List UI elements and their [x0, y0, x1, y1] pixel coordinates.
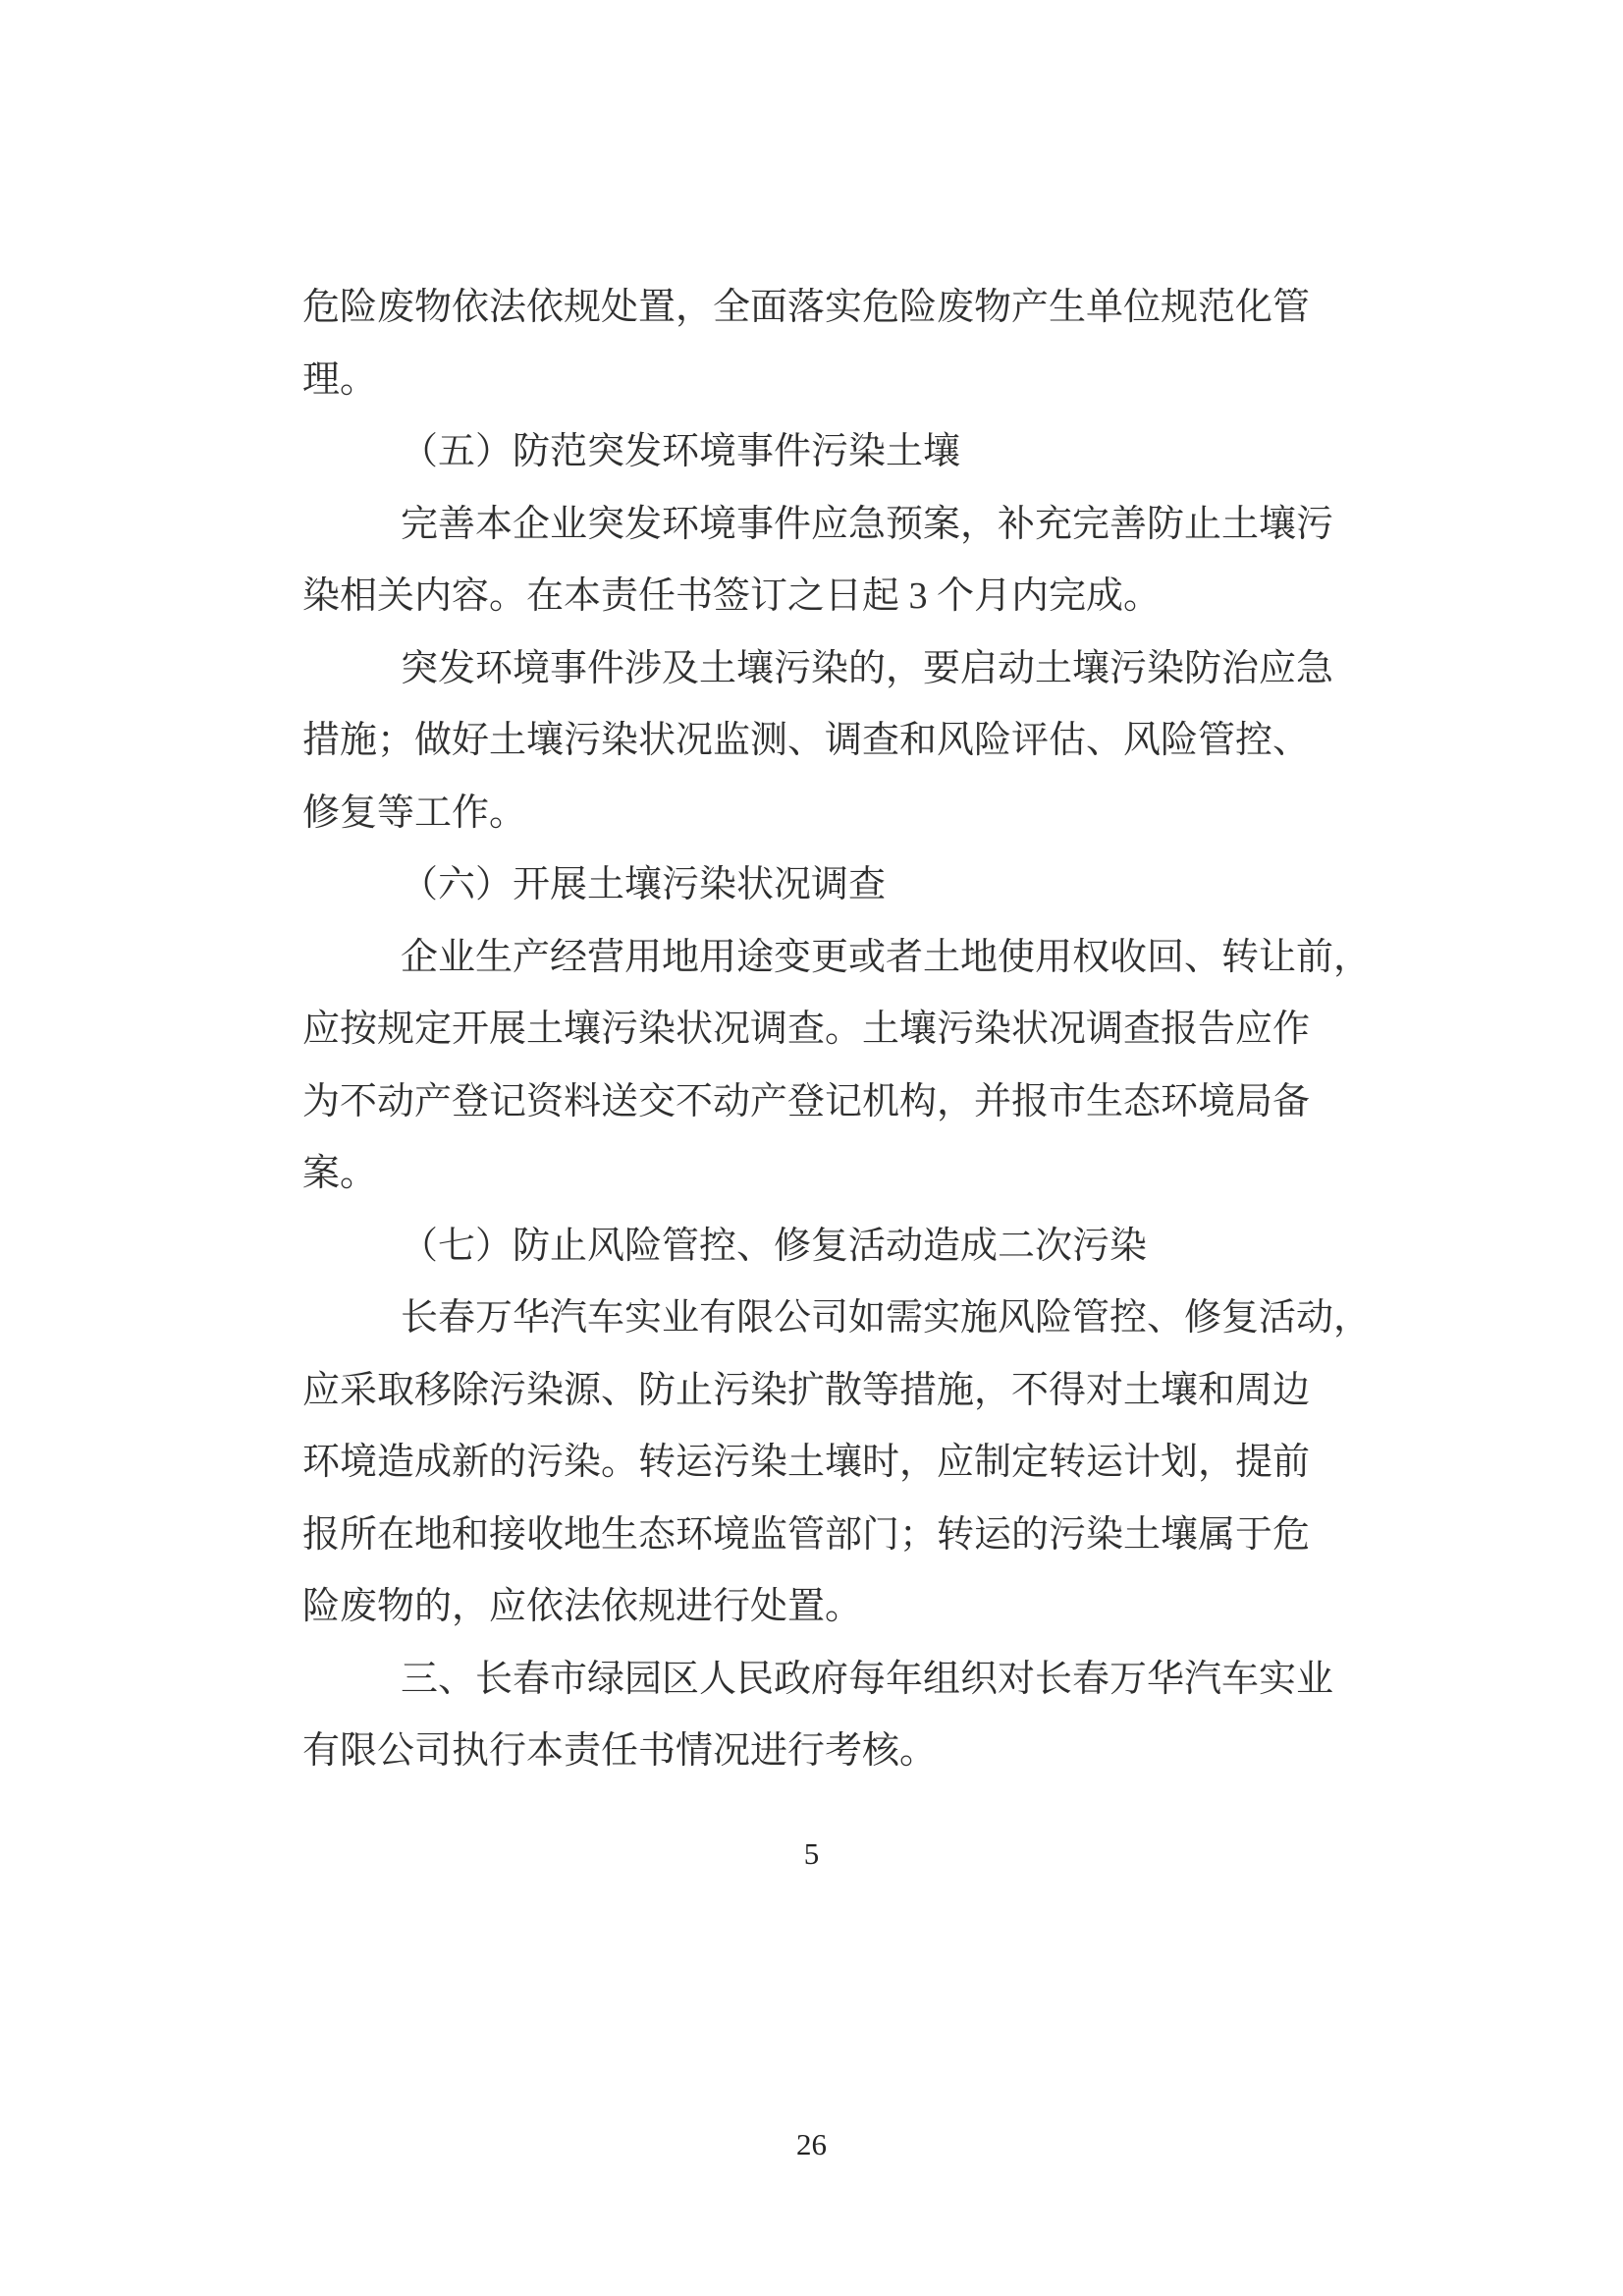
- text-line: 报所在地和接收地生态环境监管部门；转运的污染土壤属于危: [302, 1513, 1311, 1556]
- text-line: 三、长春市绿园区人民政府每年组织对长春万华汽车实业: [401, 1658, 1334, 1700]
- text-line: 染相关内容。在本责任书签订之日起 3 个月内完成。: [302, 575, 1162, 617]
- text-line: 修复等工作。: [302, 792, 527, 834]
- section-heading: [302, 416, 1324, 489]
- page-number-inner: 5: [803, 1836, 820, 1871]
- text-line: 突发环境事件涉及土壤污染的，要启动土壤污染防治应急: [401, 647, 1334, 689]
- text-line: 措施；做好土壤污染状况监测、调查和风险评估、风险管控、: [302, 720, 1311, 761]
- paragraph: [302, 1644, 1334, 1788]
- document-body: [302, 272, 1372, 1788]
- text-line: 完善本企业突发环境事件应急预案，补充完善防止土壤污: [401, 503, 1334, 545]
- text-line: 案。: [302, 1153, 378, 1194]
- section-heading: [302, 849, 1324, 922]
- paragraph: [302, 272, 1324, 416]
- text-line: 危险废物依法依规处置，全面落实危险废物产生单位规范化管: [302, 287, 1311, 328]
- text-line: （七）防止风险管控、修复活动造成二次污染: [401, 1225, 1148, 1267]
- section-heading: [302, 1211, 1324, 1284]
- paragraph: [302, 922, 1372, 1211]
- paragraph: [302, 1283, 1372, 1644]
- text-line: 企业生产经营用地用途变更或者土地使用权收回、转让前，: [401, 936, 1372, 978]
- paragraph: [302, 489, 1334, 633]
- text-line: 有限公司执行本责任书情况进行考核。: [302, 1730, 938, 1772]
- text-line: 应按规定开展土壤污染状况调查。土壤污染状况调查报告应作: [302, 1009, 1311, 1050]
- text-line: 险废物的，应依法依规进行处置。: [302, 1586, 863, 1627]
- text-line: 应采取移除污染源、防止污染扩散等措施，不得对土壤和周边: [302, 1369, 1311, 1411]
- text-line: 为不动产登记资料送交不动产登记机构，并报市生态环境局备: [302, 1080, 1311, 1122]
- text-line: （六）开展土壤污染状况调查: [401, 864, 887, 905]
- text-line: （五）防范突发环境事件污染土壤: [401, 431, 961, 472]
- paragraph: [302, 633, 1334, 850]
- page-number-outer: 26: [796, 2127, 827, 2161]
- text-line: 理。: [302, 358, 378, 401]
- text-line: 长春万华汽车实业有限公司如需实施风险管控、修复活动，: [401, 1297, 1372, 1339]
- text-line: 环境造成新的污染。转运污染土壤时，应制定转运计划，提前: [302, 1442, 1311, 1483]
